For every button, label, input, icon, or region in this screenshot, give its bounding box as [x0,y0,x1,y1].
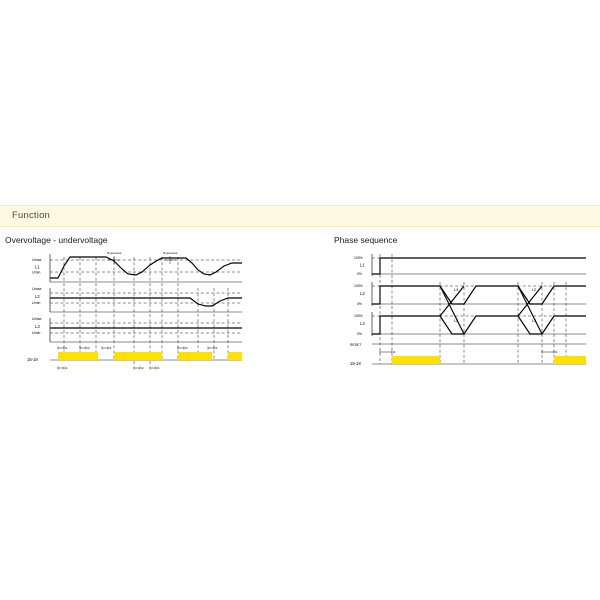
l3-umin-label: Umin [32,331,41,336]
ph-l2-100-label: 100% [354,284,363,289]
phase-sequence-diagram [332,248,600,383]
time-label-t1-d: t1 [65,366,68,370]
hysteresis-label-2: Hysteresis [163,251,178,255]
ph-output-row-15-18 [350,356,586,366]
time-markers-lower [58,366,160,370]
output-bar-2 [114,352,162,360]
output-row-label: 15-18 [27,357,38,362]
l2-umin-label: Umin [32,301,41,306]
phase-sequence-title: Phase sequence [334,235,398,245]
left-diagram-svg [2,248,254,383]
function-banner-label: Function [12,210,51,221]
time-label-t1-b: t1 [109,346,112,350]
l3-row-label: L3 [35,324,40,329]
ph-event-guides [380,254,566,364]
l1-row-label: L1 [35,264,40,270]
l1-umin-label: Umin [32,270,41,275]
ph-time-label-t1-b: t1 [555,350,558,354]
ph-row-l3 [354,286,586,336]
time-label-t1-a: t1 [65,346,68,350]
output-bar-4 [228,352,242,360]
l1-umax-label: Umax [32,258,42,263]
ph-l3-100-label: 100% [354,314,363,319]
ph-row-l1 [354,254,586,276]
time-label-t2-a: t2 [87,346,90,350]
l2-umax-label: Umax [32,287,42,291]
ph-output-row-label: 15-18 [350,361,361,366]
ph-output-bar-2 [554,356,586,364]
ph-l3-0-label: 0% [357,332,362,336]
output-row-15-18 [27,352,242,362]
time-label-t1-e: t1 [157,366,160,370]
row-l3 [32,317,242,342]
ph-l1-row-label: L1 [360,262,365,268]
overvoltage-undervoltage-title: Overvoltage - undervoltage [5,235,108,245]
ph-row-reset [350,343,586,347]
ph-l2-0-label: 0% [357,302,362,306]
output-bar-1 [58,352,98,360]
ph-output-bar-1 [392,356,440,364]
ph-l2-cross-label-1: L3 [454,287,459,292]
row-l2 [32,287,242,312]
time-label-t2-b: t2 [185,346,188,350]
ph-l1-0-label: 0% [357,272,362,276]
ph-l2-row-label: L2 [360,291,365,296]
overvoltage-undervoltage-diagram [2,248,254,383]
right-diagram-svg [332,248,600,383]
row-l1 [32,254,242,282]
ph-l1-100-label: 100% [354,256,363,261]
l3-umax-label: Umax [32,317,42,321]
time-label-t1-c: t1 [215,346,218,350]
ph-l3-cross-label-1: L2 [454,318,459,323]
time-markers-upper [58,346,218,350]
output-bar-3 [178,352,212,360]
ph-time-markers [380,350,558,354]
ph-l2-cross-label-2: L2 [532,287,537,292]
hysteresis-label-1: Hysteresis [107,251,122,255]
l2-row-label: L2 [35,294,40,299]
ph-l3-cross-label-2: L3 [532,318,537,323]
ph-row-l2 [354,282,586,306]
time-label-t2-c: t2 [141,366,144,370]
ph-reset-label: RESET [350,343,362,347]
ph-l3-row-label: L3 [360,321,365,326]
ph-time-label-t1-a: t1 [393,350,396,354]
function-banner [0,205,600,227]
